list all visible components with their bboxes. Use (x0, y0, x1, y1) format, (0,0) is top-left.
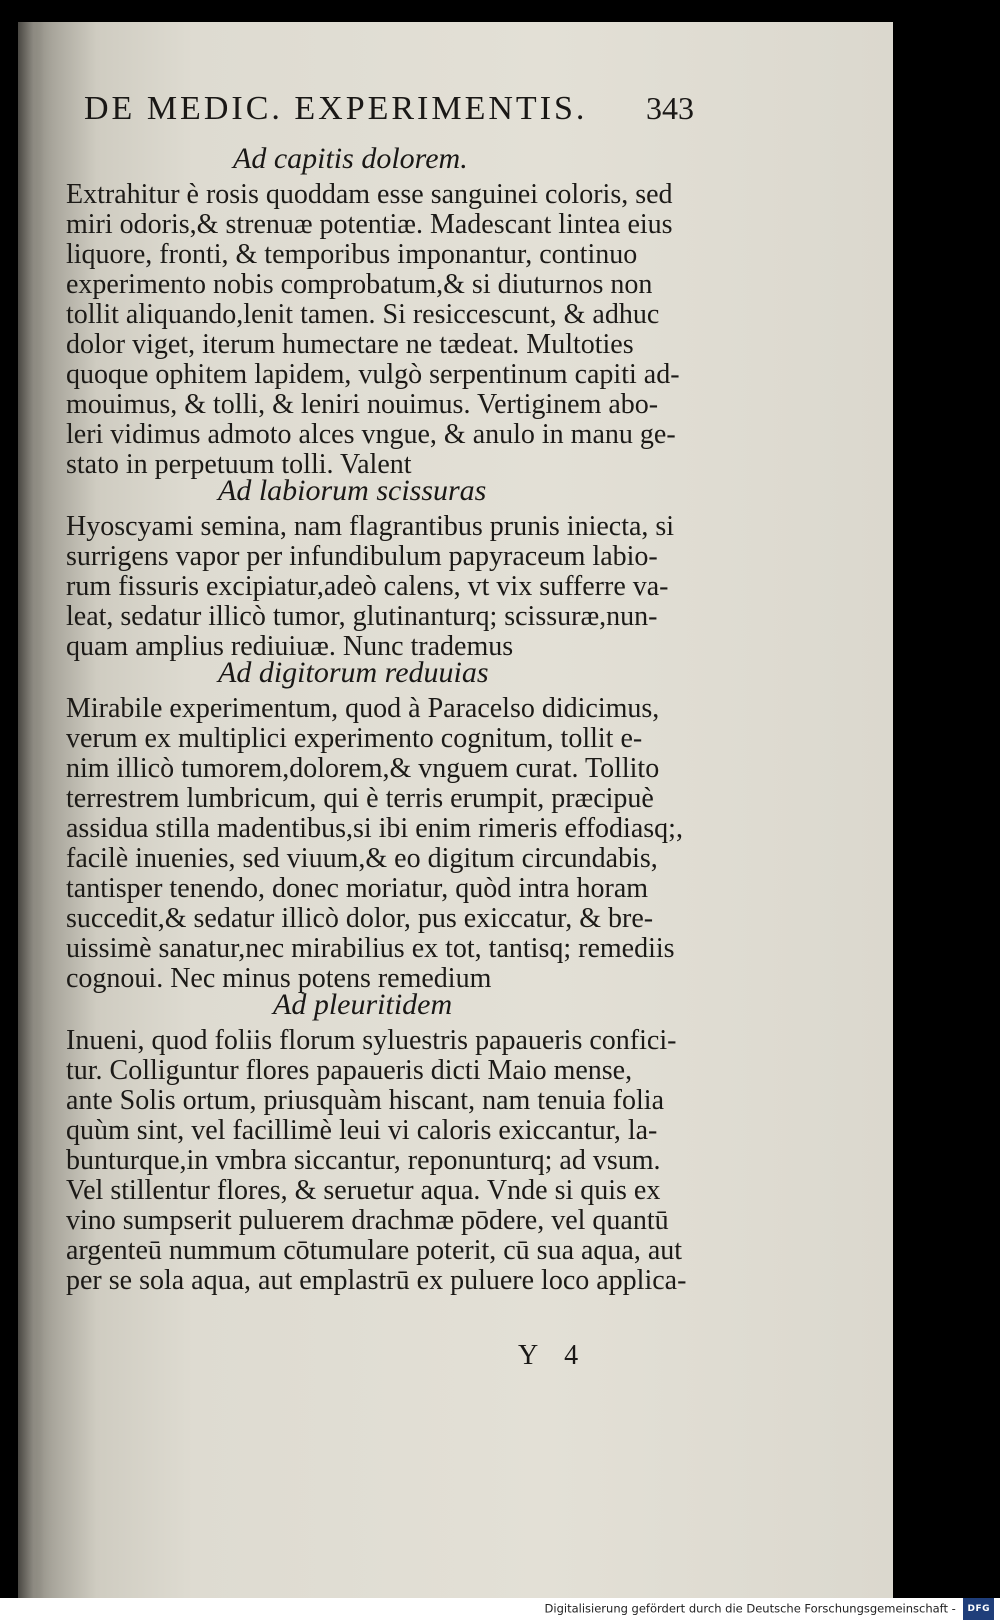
section-title-capitis: Ad capitis dolorem. (233, 142, 468, 175)
text-line: cognoui. Nec minus potens remedium (66, 963, 492, 994)
text-line: Inueni, quod foliis florum syluestris papaueris confici- (66, 1025, 677, 1056)
text-line: leri vidimus admoto alces vngue, & anulo in manu ge- (66, 419, 676, 450)
text-line: per se sola aqua, aut emplastrū ex puluere loco applica- (66, 1265, 687, 1296)
section-title-labiorum: Ad labiorum scissuras (218, 474, 487, 507)
text-line: quùm sint, vel facillimè leui vi caloris exiccantur, la- (66, 1115, 658, 1146)
text-line: experimento nobis comprobatum,& si diuturnos non (66, 269, 653, 300)
running-title: DE MEDIC. EXPERIMENTIS. (84, 90, 588, 127)
text-line: bunturque,in vmbra siccantur, reponunturq; ad vsum. (66, 1145, 661, 1176)
text-line: Mirabile experimentum, quod à Paracelso didicimus, (66, 693, 660, 724)
text-line: uissimè sanatur,nec mirabilius ex tot, tantisq; remediis (66, 933, 675, 964)
text-line: Hyoscyami semina, nam flagrantibus prunis iniecta, si (66, 511, 675, 542)
text-line: liquore, fronti, & temporibus imponantur, continuo (66, 239, 638, 270)
dfg-logo: DFG (963, 1598, 994, 1620)
signature-mark: Y 4 (518, 1340, 589, 1371)
section-title-pleuritidem: Ad pleuritidem (273, 988, 453, 1021)
text-line: surrigens vapor per infundibulum papyraceum labio- (66, 541, 658, 572)
text-line: verum ex multiplici experimento cognitum, tollit e- (66, 723, 643, 754)
page-number: 343 (646, 90, 694, 126)
section-title-digitorum: Ad digitorum reduuias (218, 656, 489, 689)
text-line: succedit,& sedatur illicò dolor, pus exiccatur, & bre- (66, 903, 654, 934)
text-line: tollit aliquando,lenit tamen. Si resiccescunt, & adhuc (66, 299, 660, 330)
text-line: mouimus, & tolli, & leniri nouimus. Vertiginem abo- (66, 389, 659, 420)
text-line: assidua stilla madentibus,si ibi enim rimeris effodiasq;, (66, 813, 683, 844)
text-line: facilè inuenies, sed viuum,& eo digitum circundabis, (66, 843, 658, 874)
page-header (84, 80, 694, 138)
text-line: nim illicò tumorem,dolorem,& vnguem curat. Tollito (66, 753, 660, 784)
text-line: rum fissuris excipiatur,adeò calens, vt vix sufferre va- (66, 571, 669, 602)
book-page (18, 22, 893, 1598)
text-line: miri odoris,& strenuæ potentiæ. Madescant lintea eius (66, 209, 673, 240)
digitization-credit (545, 1598, 994, 1618)
text-line: quoque ophitem lapidem, vulgò serpentinum capiti ad- (66, 359, 680, 390)
text-line: ante Solis ortum, priusquàm hiscant, nam tenuia folia (66, 1085, 664, 1116)
text-line: tur. Colliguntur flores papaueris dicti Maio mense, (66, 1055, 633, 1086)
text-line: terrestrem lumbricum, qui è terris erumpit, præcipuè (66, 783, 654, 814)
credit-text: Digitalisierung gefördert durch die Deutsche Forschungsgemeinschaft - (544, 1601, 956, 1616)
text-line: leat, sedatur illicò tumor, glutinanturq; scissuræ,nun- (66, 601, 658, 632)
text-line: Vel stillentur flores, & seruetur aqua. Vnde si quis ex (66, 1175, 661, 1206)
text-line: dolor viget, iterum humectare ne tædeat. Multoties (66, 329, 634, 360)
text-line: quam amplius rediuiuæ. Nunc trademus (66, 631, 514, 662)
text-line: vino sumpserit puluerem drachmæ pōdere, vel quantū (66, 1205, 669, 1236)
text-line: Extrahitur è rosis quoddam esse sanguinei coloris, sed (66, 179, 673, 210)
page-gutter-shadow (18, 22, 44, 1598)
text-line: stato in perpetuum tolli. Valent (66, 449, 412, 480)
text-line: argenteū nummum cōtumulare poterit, cū sua aqua, aut (66, 1235, 683, 1266)
text-line: tantisper tenendo, donec moriatur, quòd intra horam (66, 873, 649, 904)
